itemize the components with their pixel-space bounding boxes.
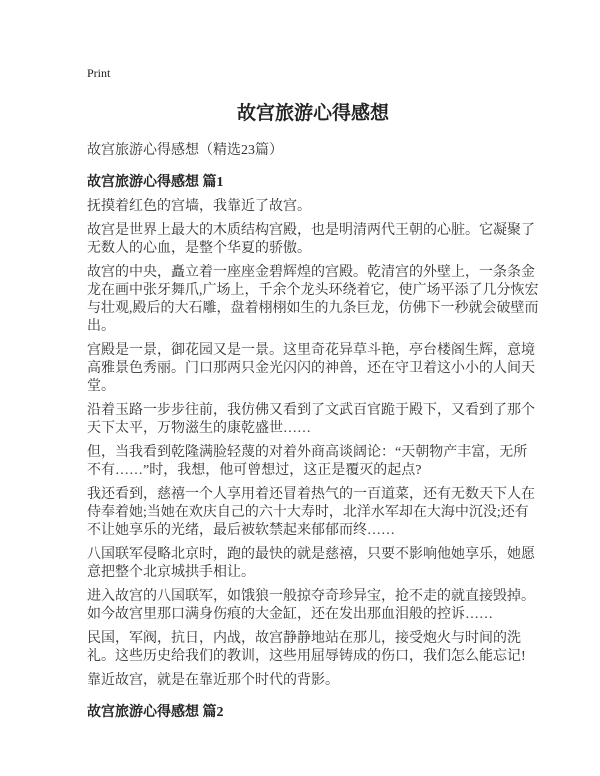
paragraph: 八国联军侵略北京时，跑的最快的就是慈禧，只要不影响他她享乐，她愿意把整个北京城拱手相让。 bbox=[87, 547, 535, 580]
paragraph: 宫殿是一景，御花园又是一景。这里奇花异草斗艳，亭台楼阁生辉，意境高雅景色秀丽。门口那两只金光闪闪的神兽，还在守卫着这小小的人间天堂。 bbox=[87, 343, 535, 394]
article-subtitle: 故宫旅游心得感想（精选23篇） bbox=[87, 143, 283, 158]
paragraph: 抚摸着红色的宫墙，我靠近了故宫。 bbox=[87, 199, 311, 214]
paragraph: 靠近故宫，就是在靠近那个时代的背影。 bbox=[87, 673, 339, 688]
article-content bbox=[87, 102, 539, 722]
paragraph: 沿着玉路一步步往前，我仿佛又看到了文武百官跪于殿下，又看到了那个天下太平，万物滋生的康乾盛世…… bbox=[87, 403, 535, 436]
print-button[interactable]: Print bbox=[87, 66, 111, 80]
paragraph: 故宫是世界上最大的木质结构宫殿，也是明清两代王朝的心脏。它凝聚了无数人的心血，是整个华夏的骄傲。 bbox=[87, 223, 535, 256]
paragraph: 我还看到，慈禧一个人享用着还冒着热气的一百道菜，还有无数天下人在侍奉着她;当她在欢庆自己的六十大寿时，北洋水军却在大海中沉没;还有不让她享乐的光绪，最后被软禁起来郁郁而终…… bbox=[87, 487, 535, 538]
page-title: 故宫旅游心得感想 bbox=[236, 103, 389, 124]
paragraph: 民国，军阀，抗日，内战，故宫静静地站在那儿，接受炮火与时间的洗礼。这些历史给我们的教训，这些用屈辱铸成的伤口，我们怎么能忘记! bbox=[87, 631, 526, 664]
section-heading-2: 故宫旅游心得感想 篇2 bbox=[87, 705, 224, 720]
paragraph: 故宫的中央，矗立着一座座金碧辉煌的宫殿。乾清宫的外壁上，一条条金龙在画中张牙舞爪,广场上，千余个龙头环绕着它，使广场平添了几分恢宏与壮观,殿后的大石雕，盘着栩栩如生的九条巨龙，仿佛下一秒就会破壁而出。 bbox=[87, 265, 539, 334]
section-heading-1: 故宫旅游心得感想 篇1 bbox=[87, 175, 224, 190]
paragraph: 但，当我看到乾隆满脸轻蔑的对着外商高谈阔论：“天朝物产丰富，无所不有……”时，我想，他可曾想过，这正是覆灭的起点? bbox=[87, 445, 528, 478]
paragraph: 进入故宫的八国联军，如饿狼一般掠夺奇珍异宝，抢不走的就直接毁掉。如今故宫里那口满身伤痕的大金缸，还在发出那血泪般的控诉…… bbox=[87, 589, 535, 622]
